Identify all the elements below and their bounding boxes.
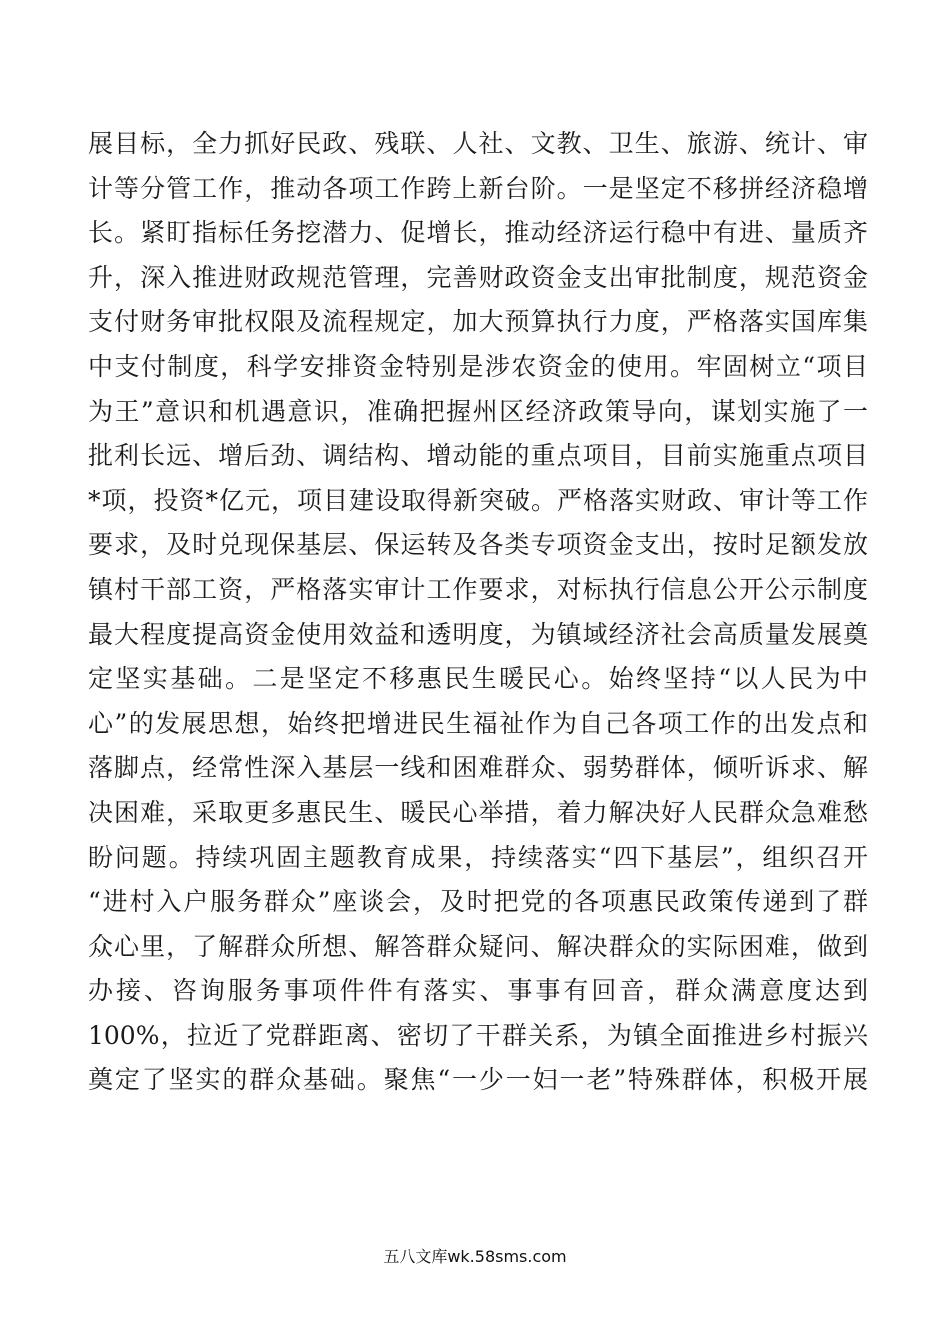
text-line: 落脚点，经常性深入基层一线和困难群众、弱势群体，倾听诉求、解 — [88, 753, 868, 783]
text-line: 决困难，采取更多惠民生、暖民心举措，着力解决好人民群众急难愁 — [88, 797, 868, 827]
text-line: 中支付制度，科学安排资金特别是涉农资金的使用。牢固树立“项目 — [88, 351, 868, 381]
text-line: 为王”意识和机遇意识，准确把握州区经济政策导向，谋划实施了一 — [88, 396, 868, 426]
text-line: 奠定了坚实的群众基础。聚焦“一少一妇一老”特殊群体，积极开展 — [88, 1065, 868, 1095]
text-line: 升，深入推进财政规范管理，完善财政资金支出审批制度，规范资金 — [88, 262, 868, 292]
text-line: *项，投资*亿元，项目建设取得新突破。严格落实财政、审计等工作 — [88, 485, 868, 515]
text-line: 定坚实基础。二是坚定不移惠民生暖民心。始终坚持“以人民为中 — [88, 664, 868, 694]
text-line: 众心里，了解群众所想、解答群众疑问、解决群众的实际困难，做到 — [88, 931, 868, 961]
text-line: 支付财务审批权限及流程规定，加大预算执行力度，严格落实国库集 — [88, 307, 868, 337]
text-line: “进村入户服务群众”座谈会，及时把党的各项惠民政策传递到了群 — [88, 887, 868, 917]
text-line: 长。紧盯指标任务挖潜力、促增长，推动经济运行稳中有进、量质齐 — [88, 218, 868, 248]
text-line: 办接、咨询服务事项件件有落实、事事有回音，群众满意度达到 — [88, 976, 868, 1006]
text-line: 最大程度提高资金使用效益和透明度，为镇域经济社会高质量发展奠 — [88, 619, 868, 649]
footer-watermark: 五八文库wk.58sms.com — [383, 1247, 567, 1266]
text-line: 批利长远、增后劲、调结构、增动能的重点项目，目前实施重点项目 — [88, 441, 868, 471]
text-line: 盼问题。持续巩固主题教育成果，持续落实“四下基层”，组织召开 — [88, 842, 868, 872]
body-paragraph — [88, 122, 868, 1103]
text-line: 100%，拉近了党群距离、密切了干群关系，为镇全面推进乡村振兴 — [88, 1020, 868, 1050]
text-line: 镇村干部工资，严格落实审计工作要求，对标执行信息公开公示制度 — [88, 574, 868, 604]
text-line: 要求，及时兑现保基层、保运转及各类专项资金支出，按时足额发放 — [88, 530, 868, 560]
text-line: 心”的发展思想，始终把增进民生福祉作为自己各项工作的出发点和 — [88, 708, 868, 738]
text-line: 展目标，全力抓好民政、残联、人社、文教、卫生、旅游、统计、审 — [88, 129, 868, 158]
text-line: 计等分管工作，推动各项工作跨上新台阶。一是坚定不移拼经济稳增 — [88, 173, 868, 203]
